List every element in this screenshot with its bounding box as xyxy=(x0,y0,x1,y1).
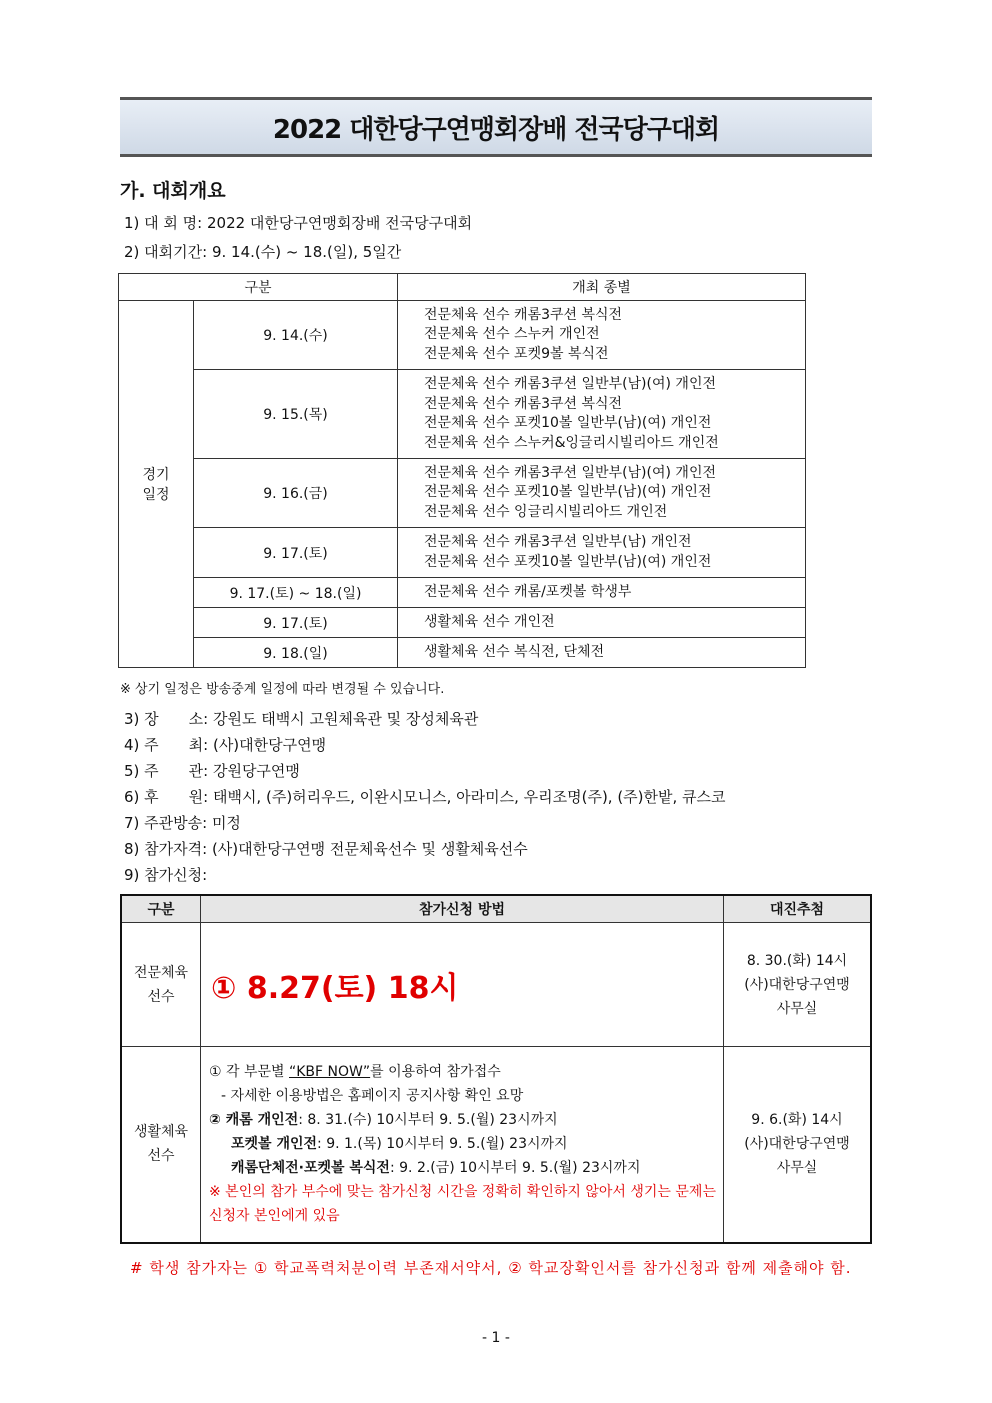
category-line: 일정 xyxy=(142,487,170,503)
section-heading: 가. 대회개요 xyxy=(120,180,226,202)
detail-item-8: 8) 참가자격: (사)대한당구연맹 전문체육선수 및 생활체육선수 xyxy=(124,840,528,858)
method-text: ① 각 부문별 xyxy=(209,1064,289,1081)
detail-item-5: 5) 주 관: 강원당구연맹 xyxy=(124,762,300,780)
table-row xyxy=(119,638,806,668)
schedule-events xyxy=(398,301,806,370)
apply-category-pro xyxy=(121,923,201,1047)
schedule-header-events: 개최 종별 xyxy=(398,274,806,301)
event-item: 전문체육 선수 스누커 개인전 xyxy=(424,326,600,343)
draw-line: 사무실 xyxy=(776,1160,818,1177)
category-line: 생활체육 xyxy=(133,1124,189,1141)
event-item: 전문체육 선수 캐롬3쿠션 일반부(남)(여) 개인전 xyxy=(424,376,716,392)
event-item: 전문체육 선수 캐롬3쿠션 복식전 xyxy=(424,395,623,412)
event-item: 전문체육 선수 캐롬3쿠션 일반부(남) 개인전 xyxy=(424,534,692,550)
detail-item-6: 6) 후 원: 태백시, (주)허리우드, 이완시모니스, 아라미스, 우리조명(주), (주)한밭, 큐스코 xyxy=(124,788,726,806)
table-row xyxy=(121,923,871,1047)
detail-item-4: 4) 주 최: (사)대한당구연맹 xyxy=(124,736,327,754)
event-item: 전문체육 선수 캐롬/포켓볼 학생부 xyxy=(424,583,632,600)
table-row xyxy=(119,608,806,638)
schedule-events xyxy=(398,608,806,638)
apply-header-row xyxy=(121,895,871,923)
document-title: 2022 대한당구연맹회장배 전국당구대회 xyxy=(272,114,720,145)
event-item: 생활체육 선수 개인전 xyxy=(424,613,555,630)
method-line xyxy=(209,1156,717,1180)
schedule-date: 9. 18.(일) xyxy=(194,638,398,668)
schedule-header-category: 구분 xyxy=(119,274,398,301)
overview-item-1: 1) 대 회 명: 2022 대한당구연맹회장배 전국당구대회 xyxy=(124,214,473,232)
schedule-date: 9. 17.(토) ~ 18.(일) xyxy=(194,578,398,608)
apply-draw-pro xyxy=(724,923,872,1047)
schedule-events xyxy=(398,528,806,578)
table-row xyxy=(119,370,806,459)
detail-item-3: 3) 장 소: 강원도 태백시 고원체육관 및 장성체육관 xyxy=(124,710,479,728)
apply-header-category: 구분 xyxy=(121,895,201,923)
apply-draw-amateur xyxy=(724,1047,872,1243)
title-banner xyxy=(120,97,872,157)
draw-line: 사무실 xyxy=(776,1000,818,1017)
table-row xyxy=(119,301,806,370)
kbf-now-link[interactable]: “KBF NOW” xyxy=(289,1064,371,1081)
draw-line: (사)대한당구연맹 xyxy=(744,976,850,993)
detail-item-7: 7) 주관방송: 미정 xyxy=(124,814,241,832)
overview-item-2: 2) 대회기간: 9. 14.(수) ~ 18.(일), 5일간 xyxy=(124,243,402,261)
schedule-note: ※ 상기 일정은 방송중계 일정에 따라 변경될 수 있습니다. xyxy=(120,682,445,697)
method-text: : 8. 31.(수) 10시부터 9. 5.(월) 23시까지 xyxy=(298,1112,558,1129)
pro-deadline: ① 8.27(토) 18시 xyxy=(211,970,459,1006)
category-line: 선수 xyxy=(147,988,175,1005)
method-line: - 자세한 이용방법은 홈페이지 공지사항 확인 요망 xyxy=(221,1088,524,1105)
table-row xyxy=(119,459,806,528)
table-row xyxy=(119,528,806,578)
event-item: 전문체육 선수 캐롬3쿠션 복식전 xyxy=(424,306,623,323)
apply-category-amateur xyxy=(121,1047,201,1243)
draw-line: 9. 6.(화) 14시 xyxy=(751,1112,843,1129)
schedule-events xyxy=(398,370,806,459)
schedule-date: 9. 17.(토) xyxy=(194,608,398,638)
method-label: ② 캐롬 개인전 xyxy=(209,1112,299,1129)
event-item: 전문체육 선수 캐롬3쿠션 일반부(남)(여) 개인전 xyxy=(424,464,716,481)
schedule-date: 9. 14.(수) xyxy=(194,301,398,370)
category-line: 선수 xyxy=(147,1148,175,1165)
event-item: 전문체육 선수 잉글리시빌리아드 개인전 xyxy=(424,503,668,520)
event-item: 전문체육 선수 포켓9볼 복식전 xyxy=(424,345,609,362)
warning-note: ※ 본인의 참가 부수에 맞는 참가신청 시간을 정확히 확인하지 않아서 생기는 문제는 신청자 본인에게 있음 xyxy=(209,1184,716,1225)
table-row xyxy=(119,578,806,608)
table-row xyxy=(121,1047,871,1243)
event-item: 전문체육 선수 포켓10볼 일반부(남)(여) 개인전 xyxy=(424,484,712,501)
event-item: 생활체육 선수 복식전, 단체전 xyxy=(424,643,605,660)
detail-item-9: 9) 참가신청: xyxy=(124,866,208,884)
page-number: - 1 - xyxy=(482,1330,510,1346)
schedule-header-row xyxy=(119,274,806,301)
method-text: : 9. 1.(목) 10시부터 9. 5.(월) 23시까지 xyxy=(317,1136,568,1153)
schedule-date: 9. 17.(토) xyxy=(194,528,398,578)
method-line xyxy=(209,1108,717,1132)
application-table xyxy=(120,894,872,1244)
student-note: # 학생 참가자는 ① 학교폭력처분이력 부존재서약서, ② 학교장확인서를 참가신청과 함께 제출해야 함. xyxy=(130,1259,852,1277)
apply-method-pro xyxy=(201,923,724,1047)
draw-line: 8. 30.(화) 14시 xyxy=(746,952,848,969)
category-line: 경기 xyxy=(142,467,170,483)
method-text: 를 이용하여 참가접수 xyxy=(370,1064,501,1081)
event-item: 전문체육 선수 포켓10볼 일반부(남)(여) 개인전 xyxy=(424,415,712,431)
method-text: : 9. 2.(금) 10시부터 9. 5.(월) 23시까지 xyxy=(389,1160,641,1177)
apply-method-amateur xyxy=(201,1047,724,1243)
method-line xyxy=(209,1060,717,1084)
schedule-category xyxy=(119,301,194,668)
schedule-table xyxy=(118,273,806,668)
schedule-events xyxy=(398,459,806,528)
method-line xyxy=(209,1132,717,1156)
event-item: 전문체육 선수 스누커&잉글리시빌리아드 개인전 xyxy=(424,434,719,451)
schedule-date: 9. 16.(금) xyxy=(194,459,398,528)
method-label: 캐롬단체전·포켓볼 복식전 xyxy=(231,1160,390,1177)
apply-header-method: 참가신청 방법 xyxy=(201,895,724,923)
schedule-date: 9. 15.(목) xyxy=(194,370,398,459)
category-line: 전문체육 xyxy=(133,964,189,981)
apply-header-draw: 대진추첨 xyxy=(724,895,872,923)
event-item: 전문체육 선수 포켓10볼 일반부(남)(여) 개인전 xyxy=(424,553,712,570)
schedule-events xyxy=(398,638,806,668)
schedule-events xyxy=(398,578,806,608)
method-label: 포켓볼 개인전 xyxy=(231,1136,318,1153)
draw-line: (사)대한당구연맹 xyxy=(744,1136,850,1153)
